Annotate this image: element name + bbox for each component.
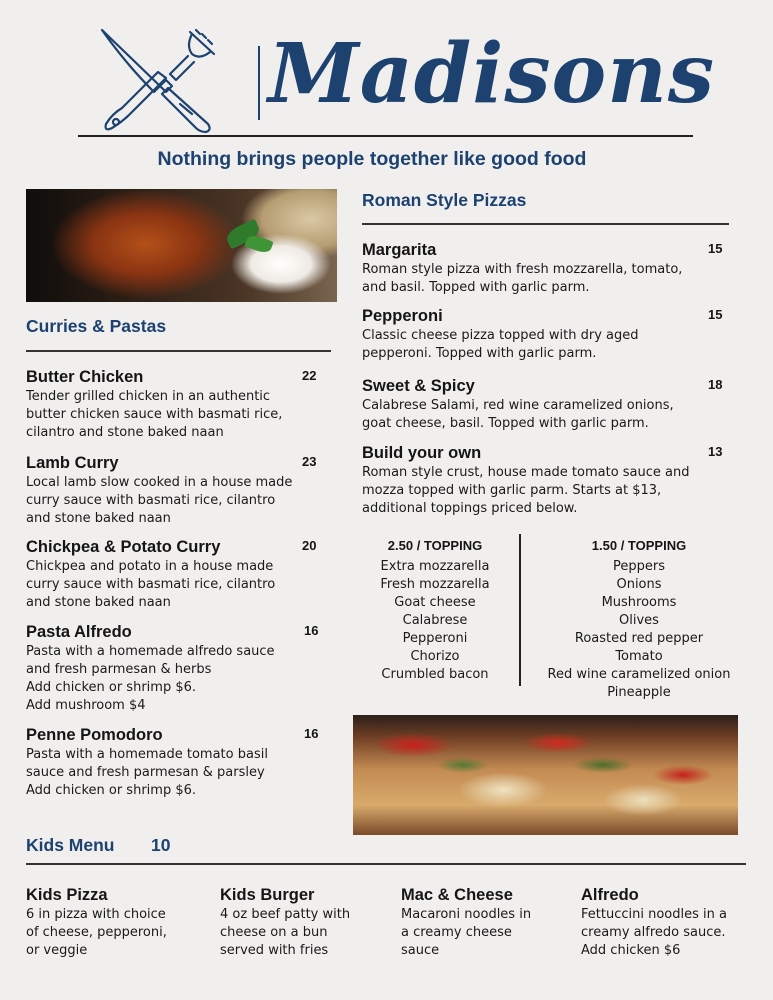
menu-item-price: 16 xyxy=(304,726,319,741)
topping-item: Calabrese xyxy=(402,613,468,628)
menu-item-price: 16 xyxy=(304,623,319,638)
menu-item-price: 13 xyxy=(708,444,723,459)
menu-item-name: Penne Pomodoro xyxy=(26,726,163,744)
premium-topping-list xyxy=(352,558,518,684)
menu-item-desc: Local lamb slow cooked in a house made curry sauce with basmati rice, cilantro and stone baked naan xyxy=(26,475,293,526)
curries-rule xyxy=(26,350,331,352)
kids-item-desc: 4 oz beef patty with cheese on a bun served with fries xyxy=(220,907,351,958)
menu-item-price: 20 xyxy=(302,538,317,553)
topping-item: Fresh mozzarella xyxy=(380,577,490,592)
menu-item-desc: Calabrese Salami, red wine caramelized onions, goat cheese, basil. Topped with garlic parm. xyxy=(362,398,674,431)
menu-item-price: 23 xyxy=(302,454,317,469)
menu-item-desc: Roman style crust, house made tomato sauce and mozza topped with garlic parm. Starts at $13, additional toppings priced below. xyxy=(362,465,690,516)
curry-photo xyxy=(26,189,337,302)
menu-item-price: 22 xyxy=(302,368,317,383)
topping-item: Pepperoni xyxy=(402,631,468,646)
menu-item-desc: Pasta with a homemade tomato basil sauce and fresh parmesan & parsley Add chicken or shrimp $6. xyxy=(26,747,268,798)
menu-item-name: Sweet & Spicy xyxy=(362,377,475,395)
pizzas-section-title: Roman Style Pizzas xyxy=(362,190,527,210)
menu-item-desc: Chickpea and potato in a house made curry sauce with basmati rice, cilantro and stone baked naan xyxy=(26,559,276,610)
topping-item: Onions xyxy=(616,577,662,592)
cilantro-garnish xyxy=(244,233,273,255)
menu-item-price: 15 xyxy=(708,307,723,322)
kids-section-title: Kids Menu xyxy=(26,835,115,855)
title-divider xyxy=(258,46,260,120)
menu-item-price: 15 xyxy=(708,241,723,256)
standard-topping-list xyxy=(528,558,750,702)
brand-title: Madisons xyxy=(268,26,716,122)
pizzas-rule xyxy=(362,223,729,225)
menu-item-desc: Classic cheese pizza topped with dry aged pepperoni. Topped with garlic parm. xyxy=(362,328,639,361)
tagline: Nothing brings people together like good food xyxy=(157,148,587,170)
kids-item-name: Kids Pizza xyxy=(26,886,108,904)
kids-item-name: Kids Burger xyxy=(220,886,315,904)
menu-item-name: Chickpea & Potato Curry xyxy=(26,538,221,556)
topping-item: Goat cheese xyxy=(394,595,476,610)
topping-item: Pineapple xyxy=(607,685,671,700)
kids-item-desc: Macaroni noodles in a creamy cheese sauce xyxy=(401,907,532,958)
kids-rule xyxy=(26,863,746,865)
topping-item: Olives xyxy=(619,613,659,628)
menu-item-price: 18 xyxy=(708,377,723,392)
topping-item: Chorizo xyxy=(410,649,460,664)
topping-item: Peppers xyxy=(613,559,665,574)
topping-item: Red wine caramelized onion xyxy=(547,667,731,682)
menu-item-name: Margarita xyxy=(362,241,437,259)
topping-item: Extra mozzarella xyxy=(380,559,490,574)
menu-item-name: Pepperoni xyxy=(362,307,443,325)
kids-item-name: Mac & Cheese xyxy=(401,886,513,904)
menu-item-desc: Tender grilled chicken in an authentic butter chicken sauce with basmati rice, cilantro and stone baked naan xyxy=(26,389,283,440)
menu-item-name: Lamb Curry xyxy=(26,454,119,472)
topping-item: Mushrooms xyxy=(601,595,677,610)
kids-item-desc: Fettuccini noodles in a creamy alfredo sauce. Add chicken $6 xyxy=(581,907,727,958)
kids-item-name: Alfredo xyxy=(581,886,639,904)
kids-section-price: 10 xyxy=(151,835,171,855)
toppings-divider xyxy=(519,534,521,686)
menu-item-name: Butter Chicken xyxy=(26,368,144,386)
menu-item-name: Pasta Alfredo xyxy=(26,623,132,641)
topping-item: Crumbled bacon xyxy=(381,667,489,682)
topping-item: Tomato xyxy=(615,649,663,664)
premium-topping-heading: 2.50 / TOPPING xyxy=(387,538,483,553)
fork-and-knife-icon xyxy=(96,24,220,136)
menu-item-desc: Roman style pizza with fresh mozzarella, tomato, and basil. Topped with garlic parm. xyxy=(362,262,683,295)
menu-item-desc: Pasta with a homemade alfredo sauce and fresh parmesan & herbs Add chicken or shrimp $6. Add mushroom $4 xyxy=(26,644,275,713)
curries-section-title: Curries & Pastas xyxy=(26,316,167,336)
menu-item-name: Build your own xyxy=(362,444,482,462)
kids-item-desc: 6 in pizza with choice of cheese, pepperoni, or veggie xyxy=(26,907,167,958)
standard-topping-heading: 1.50 / TOPPING xyxy=(591,538,687,553)
topping-item: Roasted red pepper xyxy=(574,631,704,646)
header-rule xyxy=(78,135,693,137)
pizza-photo xyxy=(353,715,738,835)
